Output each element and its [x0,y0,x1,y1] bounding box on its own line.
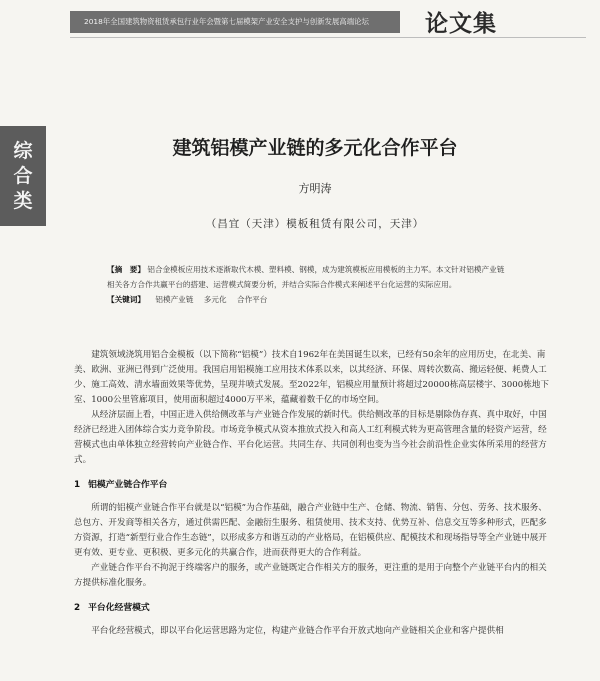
keywords-label: 【关键词】 [107,295,145,304]
author-name: 方明涛 [298,182,332,195]
section-title: 铝模产业链合作平台 [88,480,168,490]
side-tab-char: 类 [13,189,33,212]
article-body [74,348,554,639]
section-heading [74,478,554,493]
section-title: 平台化经营模式 [88,603,150,613]
header-divider [70,37,586,38]
section-label: 论文集 [425,11,497,37]
keywords-line [107,292,507,307]
keyword: 多元化 [203,295,227,304]
article-title: 建筑铝模产业链的多元化合作平台 [172,137,458,159]
section-number: 1 [74,480,81,490]
category-side-tab [0,126,46,226]
abstract-text: 铝合金模板应用技术逐渐取代木模、塑料模、钢模，成为建筑模板应用模板的主力军。本文针对铝模产业链相关各方合作共赢平台的搭建、运营模式简要分析，并结合实际合作模式来阐述平台化运营的实际应用。 [107,265,505,289]
author-affiliation: （昌宜（天津）模板租赁有限公司，天津） [205,218,425,230]
body-paragraph: 产业链合作平台不拘泥于终端客户的服务，或产业链既定合作相关方的服务，更注重的是用于向整个产业链平台内的相关方提供标准化服务。 [74,563,547,588]
body-paragraph: 平台化经营模式，即以平台化运营思路为定位，构建产业链合作平台开放式地向产业链相关企业和客户提供相 [91,626,504,636]
journal-banner: 2018年全国建筑物资租赁承包行业年会暨第七届模架产业安全支护与创新发展高端论坛 [70,11,400,33]
side-tab-char: 综 [13,139,33,162]
body-paragraph: 从经济层面上看，中国正进入供给侧改革与产业链合作发展的新时代。供给侧改革的目标是剔除伪存真、真中取好，中国经济已经进入团体综合实力竞争阶段。市场竞争模式从资本推放式投入和高人工红利模式转为更高管理含量的轻资产运营，经营模式也由单体独立经营转向产业链合作、平台化运营。共同生存、共同创利也变为当今社会前沿性企业实体所采用的经营方式。 [74,410,547,465]
body-paragraph: 所谓的铝模产业链合作平台就是以“铝模”为合作基础，融合产业链中生产、仓储、物流、销售、分包、劳务、技术服务、总包方、开发商等相关各方，通过供需匹配、金融衍生服务、租赁使用、技术支持、优势互补、信息交互等多种形式，匹配多方资源，打造“新型行业合作生态链”，以形成多方和谐互动的产业格局，在铝模供应、配模技术和现场指导等全产业链中展开更有效、更专业、更积极、更多元化的共赢合作，进而获得更大的合作利益。 [74,503,547,558]
section-number: 2 [74,603,81,613]
abstract-paragraph [107,262,507,292]
section-heading [74,601,554,616]
body-paragraph: 建筑领域浇筑用铝合金模板（以下简称“铝模”）技术自1962年在美国诞生以来，已经有50余年的应用历史，在北美、南美、欧洲、亚洲已得到广泛使用。我国启用铝模施工应用技术体系以来，以其经济、环保、周转次数高、搬运轻便、耗费人工少、施工高效、清水墙面效果等优势，呈现井喷式发展。至2022年，铝模应用量预计将超过20000栋高层楼宇、3000栋地下室、1000公里管廊项目，使用面积超过4000万平米，蕴藏着数千亿的市场空间。 [74,350,549,405]
keyword: 铝模产业链 [155,295,194,304]
keyword: 合作平台 [236,295,268,304]
abstract-label: 【摘 要】 [107,265,145,274]
abstract-block [107,262,507,307]
side-tab-char: 合 [13,164,33,187]
